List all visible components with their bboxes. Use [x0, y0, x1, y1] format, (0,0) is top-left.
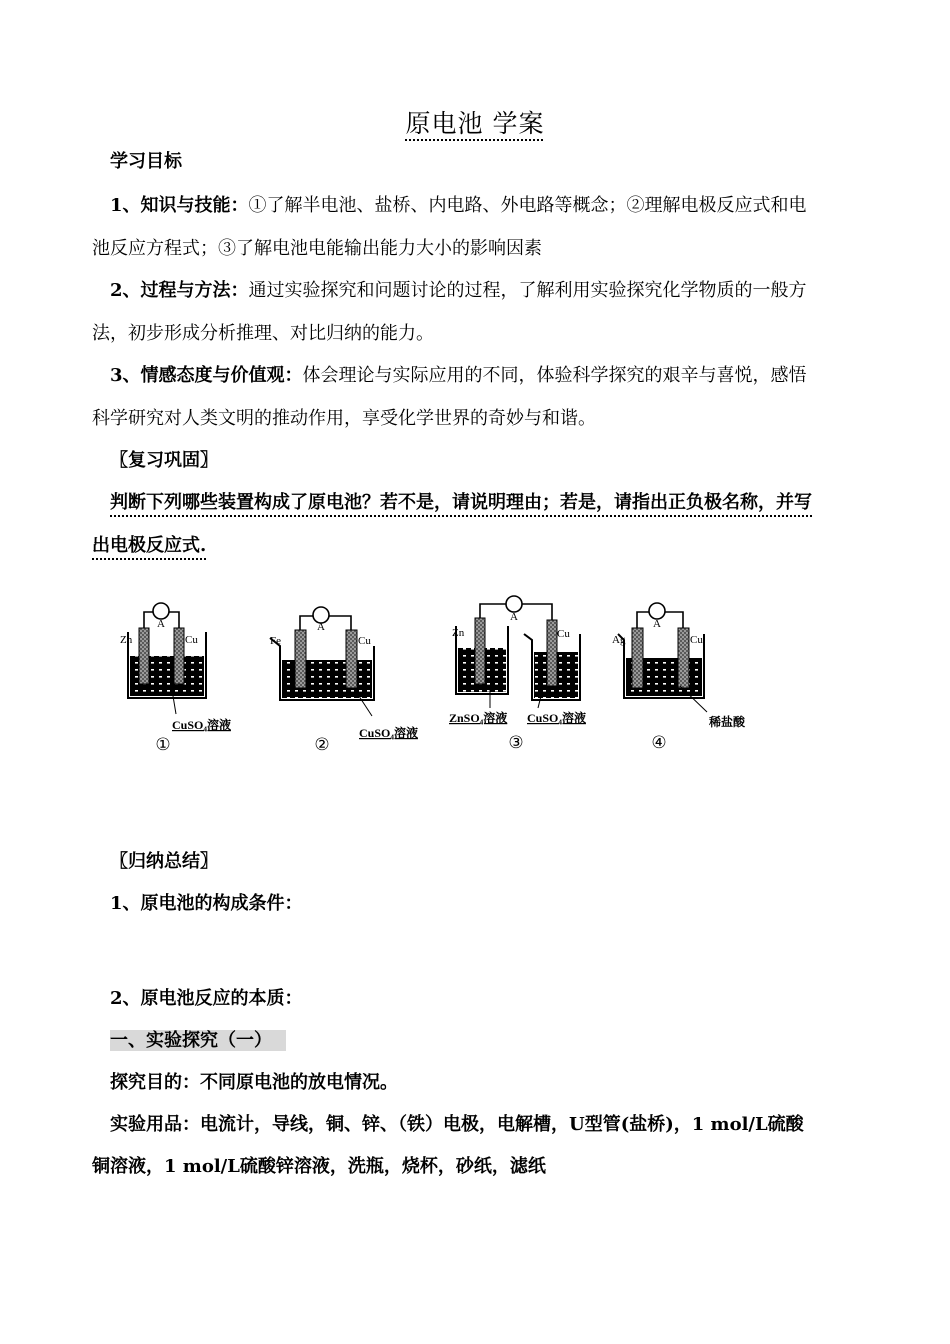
device-1-solution: CuSO₄溶液: [172, 718, 231, 732]
device-1-anode: [139, 628, 149, 684]
device-4-meter-label: A: [653, 618, 661, 630]
objective-2-label: 2、过程与方法：: [110, 280, 249, 301]
device-2-right-electrode-label: Cu: [358, 635, 371, 647]
device-3-number: ③: [508, 733, 524, 752]
device-3-meter-label: A: [510, 611, 518, 623]
device-3-solution-right: CuSO₄溶液: [527, 711, 586, 725]
device-3-right-electrode-label: Cu: [557, 628, 570, 640]
experiment-materials-line-2: 铜溶液，1 mol/L硫酸锌溶液，洗瓶，烧杯，砂纸，滤纸: [92, 1156, 546, 1177]
device-1-number: ①: [155, 735, 171, 754]
device-1-ammeter: [153, 603, 169, 619]
objective-3-line-2: 科学研究对人类文明的推动作用，享受化学世界的奇妙与和谐。: [92, 408, 596, 429]
device-3-cathode: [547, 620, 557, 686]
device-1-meter-label: A: [157, 618, 165, 630]
objective-3-label: 3、情感态度与价值观：: [110, 365, 303, 386]
objective-1-line-2: 池反应方程式；③了解电池电能输出能力大小的影响因素: [92, 238, 542, 259]
page-title: 原电池 学案: [405, 109, 545, 138]
review-question-line-2: 出电极反应式.: [92, 535, 207, 556]
objective-2-line-2: 法，初步形成分析推理、对比归纳的能力。: [92, 323, 434, 344]
device-2-meter-label: A: [317, 621, 325, 633]
device-4-right-electrode-label: Cu: [690, 634, 703, 646]
objective-1-line-1: 1、知识与技能：①了解半电池、盐桥、内电路、外电路等概念；②理解电极反应式和电: [110, 195, 807, 216]
galvanic-cell-diagrams: [110, 590, 790, 765]
summary-heading: 〖归纳总结〗: [110, 851, 218, 872]
experiment-heading: 一、实验探究（一）: [110, 1029, 862, 1053]
device-3-anode: [475, 618, 485, 684]
device-3-solution-left: ZnSO₄溶液: [449, 711, 508, 725]
device-1: [120, 603, 231, 754]
experiment-materials-line-1: 实验用品：电流计，导线，铜、锌、（铁）电极，电解槽，U型管(盐桥)，1 mol/L硫酸: [110, 1114, 804, 1135]
device-4: [612, 603, 746, 752]
device-2-number: ②: [314, 735, 330, 754]
summary-item-1: 1、原电池的构成条件：: [110, 893, 303, 914]
summary-item-2: 2、原电池反应的本质：: [110, 988, 303, 1009]
device-1-cathode: [174, 628, 184, 684]
review-question-line-1: 判断下列哪些装置构成了原电池？若不是，请说明理由；若是，请指出正负极名称，并写: [110, 492, 812, 513]
device-2-solution: CuSO₄溶液: [359, 726, 418, 740]
experiment-purpose: 探究目的：不同原电池的放电情况。: [110, 1072, 398, 1093]
device-4-number: ④: [651, 733, 667, 752]
device-4-anode: [632, 628, 643, 688]
objective-3-line-1: 3、情感态度与价值观：体会理论与实际应用的不同，体验科学探究的艰辛与喜悦，感悟: [110, 365, 807, 386]
device-3: [449, 596, 586, 752]
device-3-left-electrode-label: Zn: [452, 627, 465, 639]
device-4-cathode: [678, 628, 689, 688]
device-4-ammeter: [649, 603, 665, 619]
device-2-cathode: [346, 630, 357, 688]
device-2: [270, 607, 418, 754]
device-4-solution: 稀盐酸: [709, 715, 746, 729]
device-3-ammeter: [506, 596, 522, 612]
device-1-right-electrode-label: Cu: [185, 634, 198, 646]
objective-1-label: 1、知识与技能：: [110, 195, 249, 216]
objectives-heading: 学习目标: [110, 151, 182, 172]
device-2-left-electrode-label: Fe: [270, 635, 281, 647]
review-heading: 〖复习巩固〗: [110, 450, 218, 471]
objective-2-line-1: 2、过程与方法：通过实验探究和问题讨论的过程，了解利用实验探究化学物质的一般方: [110, 280, 807, 301]
device-1-left-electrode-label: Zn: [120, 634, 133, 646]
device-4-left-electrode-label: Ag: [612, 634, 626, 646]
device-2-anode: [295, 630, 306, 688]
